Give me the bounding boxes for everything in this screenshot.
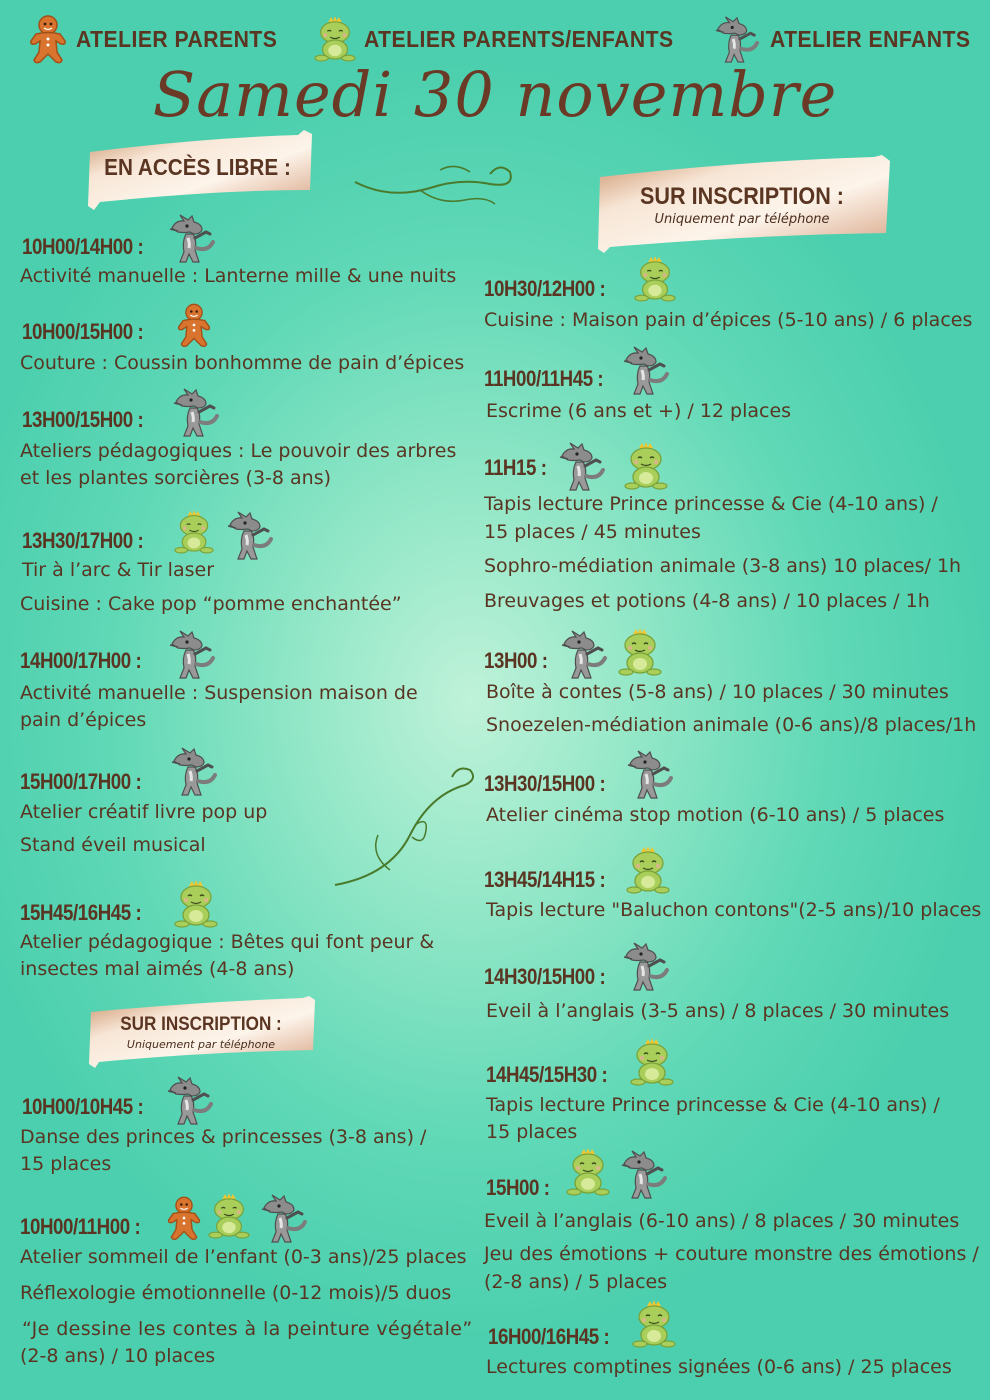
- wolf-icon: [556, 440, 608, 492]
- activity-line: 15 places / 45 minutes: [484, 521, 701, 543]
- activity-line: Lectures comptines signées (0-6 ans) / 25 places: [486, 1356, 952, 1378]
- activity-line: (2-8 ans) / 10 places: [20, 1345, 216, 1367]
- activity-line: Atelier pédagogique : Bêtes qui font peur &: [20, 931, 435, 953]
- gingerbread-icon: [28, 14, 68, 64]
- activity-line: 15 places: [486, 1121, 578, 1143]
- wolf-icon: [620, 940, 672, 992]
- wolf-icon: [618, 1148, 670, 1200]
- activity-line: Eveil à l’anglais (6-10 ans) / 8 places / 30 minutes: [484, 1210, 960, 1232]
- time-slot: 13H30/17H00 :: [22, 528, 144, 553]
- frog-icon: [626, 846, 670, 894]
- time-slot: 10H00/14H00 :: [22, 234, 144, 259]
- activity-line: Atelier cinéma stop motion (6-10 ans) / 5 places: [486, 804, 945, 826]
- activity-line: (2-8 ans) / 5 places: [484, 1271, 668, 1293]
- gingerbread-icon: [166, 1195, 202, 1241]
- time-slot: 11H15 :: [484, 455, 547, 480]
- time-slot: 11H00/11H45 :: [484, 366, 604, 391]
- wolf-icon: [620, 344, 672, 396]
- wolf-icon: [624, 748, 676, 800]
- frog-icon: [618, 628, 662, 676]
- activity-line: Atelier créatif livre pop up: [20, 801, 268, 823]
- activity-line: Tapis lecture Prince princesse & Cie (4-10 ans) /: [484, 493, 938, 515]
- activity-line: Activité manuelle : Suspension maison de: [20, 682, 418, 704]
- frog-icon: [624, 442, 668, 490]
- activity-line: Tir à l’arc & Tir laser: [22, 559, 215, 581]
- time-slot: 15H00/17H00 :: [20, 769, 142, 794]
- activity-line: Atelier sommeil de l’enfant (0-3 ans)/25 places: [20, 1246, 467, 1268]
- activity-line: Jeu des émotions + couture monstre des émotions /: [484, 1243, 979, 1265]
- wolf-icon: [170, 386, 222, 438]
- activity-line: Eveil à l’anglais (3-5 ans) / 8 places / 30 minutes: [486, 1000, 950, 1022]
- wolf-icon: [712, 14, 762, 64]
- frog-icon: [566, 1148, 610, 1196]
- activity-line: Réflexologie émotionnelle (0-12 mois)/5 duos: [20, 1282, 452, 1304]
- activity-line: Ateliers pédagogiques : Le pouvoir des arbres: [20, 440, 457, 462]
- registration-left-title: SUR INSCRIPTION :: [120, 1014, 282, 1035]
- activity-line: Activité manuelle : Lanterne mille & une nuits: [20, 265, 457, 287]
- registration-right-title: SUR INSCRIPTION :: [639, 183, 845, 210]
- time-slot: 14H30/15H00 :: [484, 964, 606, 989]
- time-slot: 13H00/15H00 :: [22, 407, 144, 432]
- activity-line: Couture : Coussin bonhomme de pain d’épices: [20, 352, 465, 374]
- activity-line: pain d’épices: [20, 709, 147, 731]
- activity-line: Boîte à contes (5-8 ans) / 10 places / 30 minutes: [486, 681, 949, 703]
- legend-parents-children-label: ATELIER PARENTS/ENFANTS: [364, 25, 674, 52]
- vine-ornament-top: [350, 160, 520, 210]
- activity-line: Tapis lecture "Baluchon contons"(2-5 ans)/10 places: [486, 899, 982, 921]
- wolf-icon: [558, 628, 610, 680]
- time-slot: 10H00/15H00 :: [22, 319, 144, 344]
- registration-banner-left: [85, 996, 317, 1068]
- time-slot: 16H00/16H45 :: [488, 1324, 610, 1349]
- time-slot: 13H00 :: [484, 648, 548, 673]
- activity-line: Escrime (6 ans et +) / 12 places: [486, 400, 792, 422]
- activity-line: Tapis lecture Prince princesse & Cie (4-10 ans) /: [486, 1094, 940, 1116]
- frog-icon: [208, 1193, 250, 1239]
- activity-line: et les plantes sorcières (3-8 ans): [20, 467, 332, 489]
- legend-children: [712, 14, 988, 64]
- time-slot: 14H45/15H30 :: [486, 1062, 608, 1087]
- wolf-icon: [164, 1074, 216, 1126]
- activity-line: Stand éveil musical: [20, 834, 206, 856]
- free-access-banner: [80, 130, 315, 212]
- gingerbread-icon: [176, 302, 212, 348]
- time-slot: 13H45/14H15 :: [484, 867, 606, 892]
- activity-line: Cuisine : Cake pop “pomme enchantée”: [20, 593, 402, 615]
- frog-icon: [314, 15, 356, 63]
- vine-ornament-middle: [330, 765, 480, 895]
- activity-line: Breuvages et potions (4-8 ans) / 10 places / 1h: [484, 590, 930, 612]
- wolf-icon: [258, 1192, 310, 1244]
- activity-line: 15 places: [20, 1153, 112, 1175]
- wolf-icon: [166, 628, 218, 680]
- wolf-icon: [166, 212, 218, 264]
- activity-line: Snoezelen-médiation animale (0-6 ans)/8 places/1h: [486, 714, 977, 736]
- free-access-title: EN ACCÈS LIBRE :: [104, 154, 291, 180]
- frog-icon: [630, 1038, 674, 1086]
- wolf-icon: [168, 745, 220, 797]
- activity-line: Cuisine : Maison pain d’épices (5-10 ans) / 6 places: [484, 309, 973, 331]
- activity-line: insectes mal aimés (4-8 ans): [20, 958, 295, 980]
- registration-right-subtitle: Uniquement par téléphone: [654, 212, 830, 227]
- time-slot: 10H00/10H45 :: [22, 1094, 144, 1119]
- registration-banner-right: [592, 155, 892, 253]
- time-slot: 15H00 :: [486, 1175, 550, 1200]
- activity-line: “Je dessine les contes à la peinture végétale”: [22, 1318, 473, 1340]
- page-title: Samedi 30 novembre: [152, 58, 838, 131]
- time-slot: 10H30/12H00 :: [484, 276, 606, 301]
- time-slot: 13H30/15H00 :: [484, 771, 606, 796]
- wolf-icon: [224, 509, 276, 561]
- frog-icon: [174, 509, 214, 555]
- time-slot: 14H00/17H00 :: [20, 648, 142, 673]
- activity-line: Danse des princes & princesses (3-8 ans) /: [20, 1126, 427, 1148]
- legend-parents-label: ATELIER PARENTS: [76, 25, 278, 52]
- frog-icon: [632, 1300, 676, 1348]
- time-slot: 10H00/11H00 :: [20, 1214, 141, 1239]
- registration-left-subtitle: Uniquement par téléphone: [126, 1038, 276, 1051]
- frog-icon: [634, 256, 676, 302]
- frog-icon: [174, 880, 218, 928]
- time-slot: 15H45/16H45 :: [20, 900, 142, 925]
- activity-line: Sophro-médiation animale (3-8 ans) 10 places/ 1h: [484, 555, 962, 577]
- legend-parents-children: [314, 14, 701, 64]
- legend-parents: [28, 14, 295, 64]
- legend-children-label: ATELIER ENFANTS: [770, 25, 971, 52]
